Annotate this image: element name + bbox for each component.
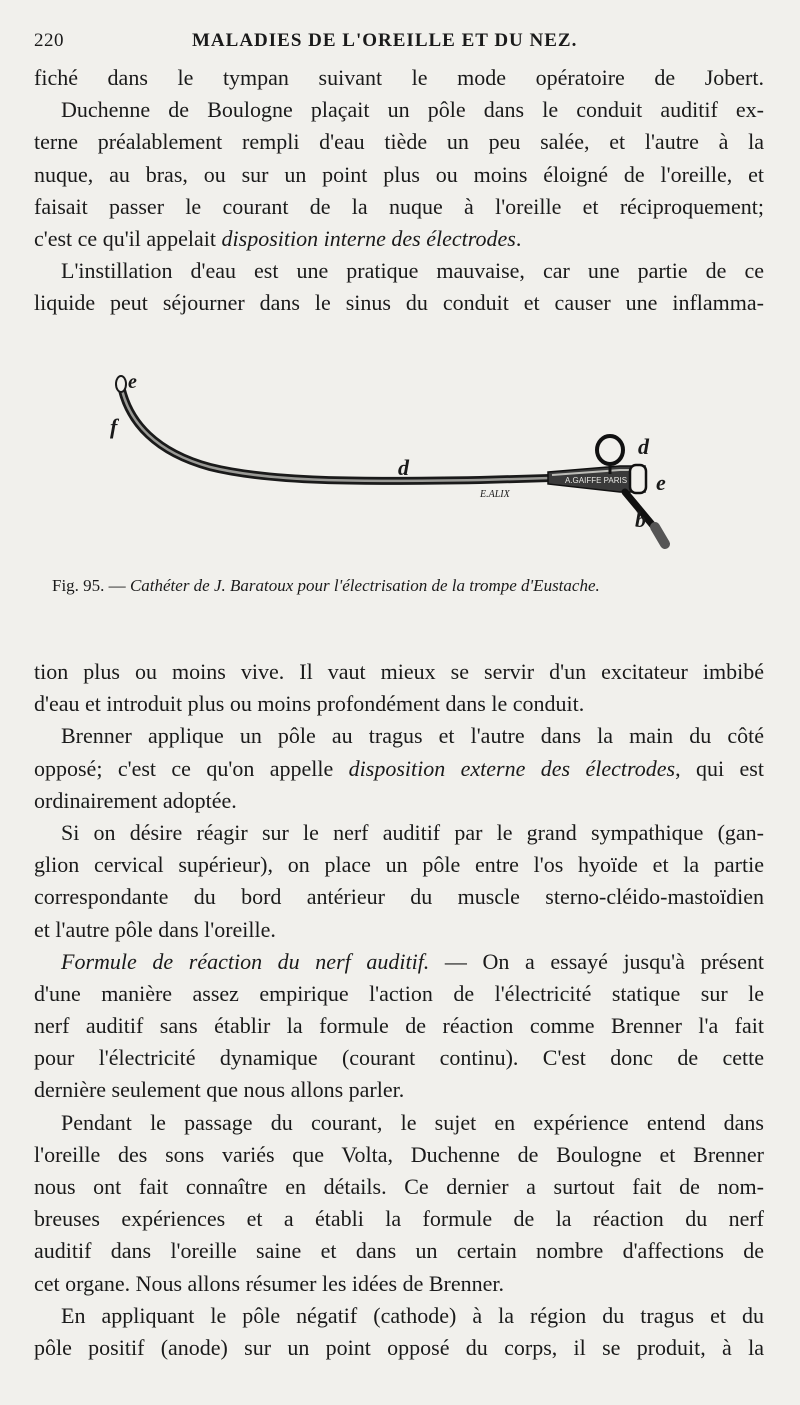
- text-line: En appliquant le pôle négatif (cathode) à la région du tragus et du: [61, 1302, 764, 1328]
- engraver-signature: E.ALIX: [480, 489, 510, 500]
- text-line: liquide peut séjourner dans le sinus du conduit et causer une inflamma-: [34, 290, 764, 316]
- text-line: pour l'électricité dynamique (courant continu). C'est donc de cette: [34, 1045, 764, 1071]
- text-line: nous ont fait connaître en détails. Ce dernier a surtout fait de nom-: [34, 1174, 764, 1199]
- text-line: fiché dans le tympan suivant le mode opératoire de Jobert.: [34, 65, 764, 90]
- text-line: dernière seulement que nous allons parler.: [34, 1077, 405, 1103]
- running-title: MALADIES DE L'OREILLE ET DU NEZ.: [192, 30, 578, 51]
- catheter-tip: [116, 376, 126, 392]
- figure-caption: [52, 576, 772, 596]
- text-line: correspondante du bord antérieur du muscle sterno-cléido-mastoïdien: [34, 884, 764, 910]
- text-line: nuque, au bras, ou sur un point plus ou moins éloigné de l'oreille, et: [34, 161, 764, 187]
- catheter-tube: [122, 390, 550, 481]
- text-line: l'oreille des sons variés que Volta, Duchenne de Boulogne et Brenner: [34, 1141, 764, 1167]
- handle-end-cap: [630, 465, 646, 493]
- text-block-bottom: [34, 656, 764, 1364]
- italic-term: disposition externe des électrodes: [348, 755, 676, 781]
- caption-text: Cathéter de J. Baratoux pour l'électrisation de la trompe d'Eustache.: [129, 576, 600, 595]
- text-line: ordinairement adoptée.: [34, 787, 237, 813]
- text-line: d'une manière assez empirique l'action de l'électricité statique sur le: [34, 980, 764, 1006]
- text-block-top: [34, 62, 764, 320]
- text-line: faisait passer le courant de la nuque à l'oreille et réciproquement;: [34, 193, 764, 219]
- text-line: Brenner applique un pôle au tragus et l'autre dans la main du côté: [61, 723, 764, 749]
- caption-prefix: Fig. 95. —: [52, 576, 130, 595]
- catheter-illustration: [100, 362, 720, 572]
- text-line: cet organe. Nous allons résumer les idées de Brenner.: [34, 1270, 505, 1296]
- text-line: glion cervical supérieur), on place un pôle entre l'os hyoïde et la partie: [34, 852, 764, 878]
- text-line: L'instillation d'eau est une pratique mauvaise, car une partie de ce: [61, 258, 764, 284]
- side-branch-end: [655, 527, 665, 544]
- section-heading: Formule de réaction du nerf auditif.: [61, 948, 430, 974]
- label-d-shaft: d: [398, 455, 409, 480]
- label-d-ring: d: [638, 434, 649, 459]
- label-b: b: [635, 507, 646, 532]
- text-line: d'eau et introduit plus ou moins profondément dans le conduit.: [34, 691, 585, 717]
- text-line: auditif dans l'oreille saine et dans un certain nombre d'affections de: [34, 1238, 764, 1264]
- maker-mark: A.GAIFFE PARIS: [565, 476, 628, 485]
- label-e-end: e: [656, 470, 666, 495]
- text-line: terne préalablement rempli d'eau tiède un peu salée, et l'autre à la: [34, 129, 764, 155]
- ring-electrode: [597, 436, 623, 464]
- text-line: Formule de réaction du nerf auditif. — On a essayé jusqu'à présent: [61, 948, 764, 974]
- italic-term: disposition interne des électrodes: [221, 225, 516, 251]
- label-e-tip: e: [128, 371, 137, 393]
- page-number: 220: [34, 30, 64, 51]
- text-line: c'est ce qu'il appelait disposition interne des électrodes.: [34, 225, 522, 251]
- running-header: [34, 30, 774, 60]
- text-line: breuses expériences et a établi la formule de la réaction du nerf: [34, 1206, 764, 1232]
- tube-highlight: [122, 390, 550, 481]
- text-line: Duchenne de Boulogne plaçait un pôle dans le conduit auditif ex-: [61, 97, 764, 123]
- text-line: tion plus ou moins vive. Il vaut mieux se servir d'un excitateur imbibé: [34, 659, 764, 684]
- label-f: f: [110, 414, 118, 439]
- text-line: opposé; c'est ce qu'on appelle disposition externe des électrodes, qui est: [34, 755, 764, 781]
- text-line: et l'autre pôle dans l'oreille.: [34, 916, 276, 942]
- text-line: nerf auditif sans établir la formule de réaction comme Brenner l'a fait: [34, 1013, 764, 1039]
- text-line: Pendant le passage du courant, le sujet en expérience entend dans: [61, 1109, 764, 1135]
- text-line: pôle positif (anode) sur un point opposé du corps, il se produit, à la: [34, 1334, 764, 1360]
- text-line: Si on désire réagir sur le nerf auditif par le grand sympathique (gan-: [61, 819, 764, 845]
